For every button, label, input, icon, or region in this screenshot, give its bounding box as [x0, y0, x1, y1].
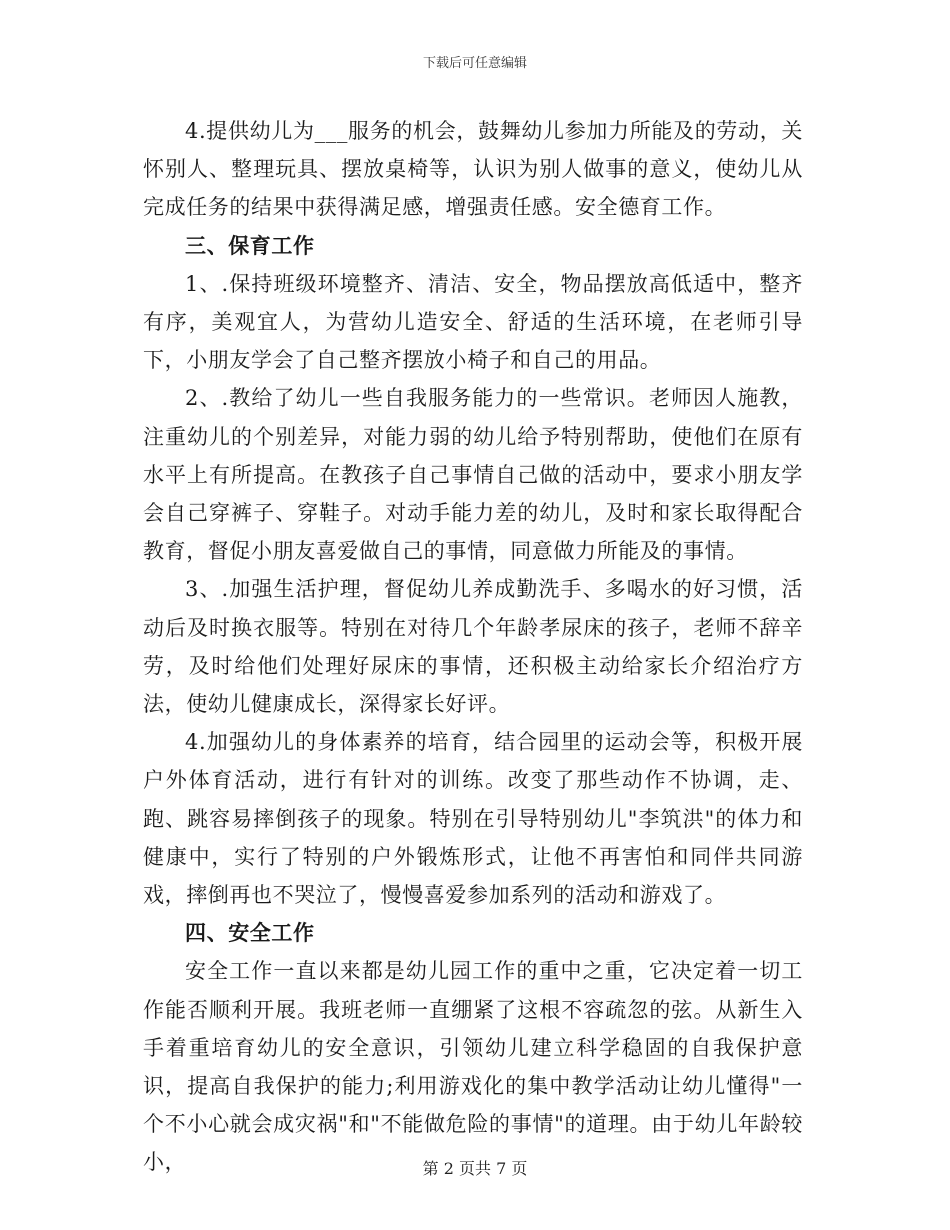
paragraph-care-1: 1、.保持班级环境整齐、清洁、安全，物品摆放高低适中，整齐有序，美观宜人，为营幼儿造安全、舒适的生活环境，在老师引导下，小朋友学会了自己整齐摆放小椅子和自己的用品。: [143, 271, 803, 373]
paragraph-item-4: 4.提供幼儿为___服务的机会，鼓舞幼儿参加力所能及的劳动，关怀别人、整理玩具、摆放桌椅等，认识为别人做事的意义，使幼儿从完成任务的结果中获得满足感，增强责任感。安全德育工作。: [143, 119, 803, 220]
paragraph-care-4: 4.加强幼儿的身体素养的培育，结合园里的运动会等，积极开展户外体育活动，进行有针对的训练。改变了那些动作不协调，走、跑、跳容易摔倒孩子的现象。特别在引导特别幼儿"李筑洪"的体力和健康中，实行了特别的户外锻炼形式，让他不再害怕和同伴共同游戏，摔倒再也不哭泣了，慢慢喜爱参加系列的活动和游戏了。: [143, 730, 803, 908]
paragraph-safety: 安全工作一直以来都是幼儿园工作的重中之重，它决定着一切工作能否顺利开展。我班老师一直绷紧了这根不容疏忽的弦。从新生入手着重培育幼儿的安全意识，引领幼儿建立科学稳固的自我保护意识，提高自我保护的能力;利用游戏化的集中教学活动让幼儿懂得"一个不小心就会成灾祸"和"不能做危险的事情"的道理。由于幼儿年龄较小，: [143, 959, 803, 1175]
paragraph-care-3: 3、.加强生活护理，督促幼儿养成勤洗手、多喝水的好习惯，活动后及时换衣服等。特别在对待几个年龄孝尿床的孩子，老师不辞辛劳，及时给他们处理好尿床的事情，还积极主动给家长介绍治疗方法，使幼儿健康成长，深得家长好评。: [143, 577, 803, 717]
page-number-footer: 第 2 页共 7 页: [422, 1159, 528, 1178]
page-header-note: 下载后可任意编辑: [422, 56, 527, 71]
section-heading-care-work: 三、保育工作: [185, 232, 315, 258]
paragraph-care-2: 2、.教给了幼儿一些自我服务能力的一些常识。老师因人施教，注重幼儿的个别差异，对能力弱的幼儿给予特别帮助，使他们在原有水平上有所提高。在教孩子自己事情自己做的活动中，要求小朋友学会自己穿裤子、穿鞋子。对动手能力差的幼儿，及时和家长取得配合教育，督促小朋友喜爱做自己的事情，同意做力所能及的事情。: [143, 386, 803, 564]
section-heading-safety-work: 四、安全工作: [185, 920, 315, 946]
document-body: [143, 112, 803, 1182]
